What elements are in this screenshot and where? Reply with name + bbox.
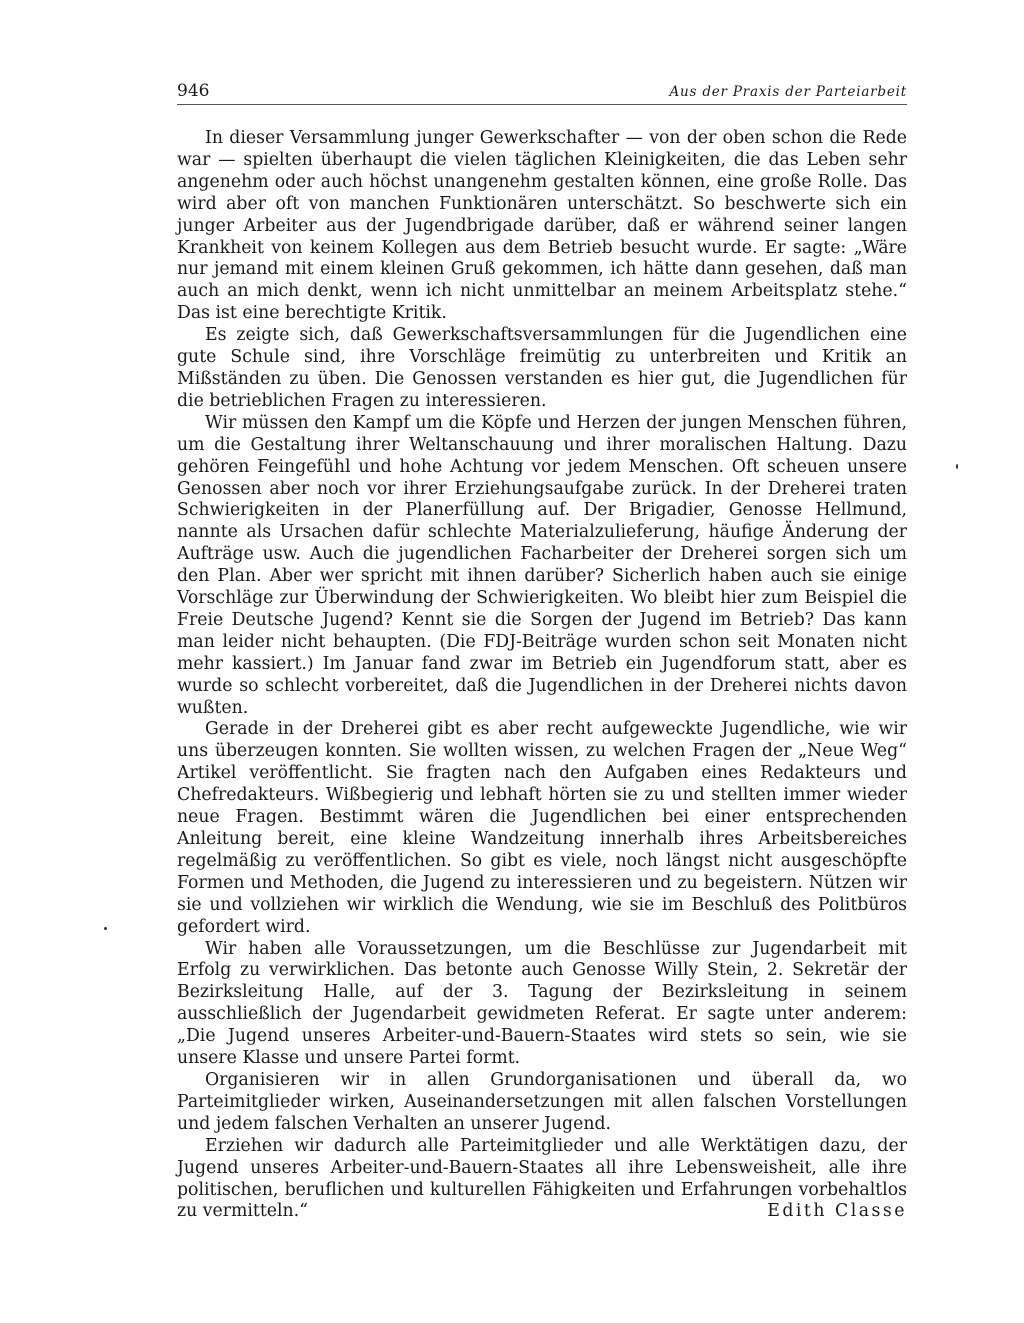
print-speck xyxy=(956,464,958,469)
author-signature: Edith Classe xyxy=(767,1201,907,1222)
article-body xyxy=(177,128,907,1223)
page-number: 946 xyxy=(177,81,210,101)
running-title: Aus der Praxis der Parteiarbeit xyxy=(669,84,907,100)
paragraph-text: Erziehen wir dadurch alle Parteimitglieder und alle Werktätigen dazu, der Jugend unseres Arbeiter-und-Bauern-Staates all ihre Lebensweisheit, alle ihre politischen, beruflichen und kulturellen Fähigkeiten und Erfahrungen vorbehaltlos zu vermitteln.“ xyxy=(177,1135,907,1222)
last-paragraph xyxy=(177,1136,907,1224)
paragraph: Wir müssen den Kampf um die Köpfe und Herzen der jungen Menschen führen, um die Gestaltung ihrer Weltanschauung und ihrer moralischen Haltung. Dazu gehören Feingefühl und hohe Achtung vor jedem Menschen. Oft scheuen unsere Genossen aber noch vor ihrer Erziehungsaufgabe zurück. In der Dreherei traten Schwierigkeiten in der Planerfüllung auf. Der Brigadier, Genosse Hellmund, nannte als Ursachen dafür schlechte Materialzulieferung, häufige Änderung der Aufträge usw. Auch die jugendlichen Facharbeiter der Dreherei sorgen sich um den Plan. Aber wer spricht mit ihnen darüber? Sicherlich haben auch sie einige Vorschläge zur Überwindung der Schwierigkeiten. Wo bleibt hier zum Beispiel die Freie Deutsche Jugend? Kennt sie die Sorgen der Jugend im Betrieb? Das kann man leider nicht behaupten. (Die FDJ-Beiträge wurden schon seit Monaten nicht mehr kassiert.) Im Januar fand zwar im Betrieb ein Jugendforum statt, aber es wurde so schlecht vorbereitet, daß die Jugendlichen in der Dreherei nichts davon wußten. xyxy=(177,412,907,718)
paragraph: Es zeigte sich, daß Gewerkschaftsversammlungen für die Jugendlichen eine gute Schule sind, ihre Vorschläge freimütig zu unterbreiten und Kritik an Mißständen zu üben. Die Genossen verstanden es hier gut, die Jugendlichen für die betrieblichen Fragen zu interessieren. xyxy=(177,325,907,411)
page-header xyxy=(177,78,907,105)
paragraph: Wir haben alle Voraussetzungen, um die Beschlüsse zur Jugendarbeit mit Erfolg zu verwirklichen. Das betonte auch Genosse Willy Stein, 2. Sekretär der Bezirksleitung Halle, auf der 3. Tagung der Bezirksleitung in seinem ausschließlich der Jugendarbeit gewidmeten Referat. Er sagte unter anderem: „Die Jugend unseres Arbeiter-und-Bauern-Staates wird stets so sein, wie sie unsere Klasse und unsere Partei formt. xyxy=(177,938,907,1069)
print-speck xyxy=(104,927,107,930)
paragraph: Gerade in der Dreherei gibt es aber recht aufgeweckte Jugendliche, wie wir uns überzeugen konnten. Sie wollten wissen, zu welchen Fragen der „Neue Weg“ Artikel veröffentlicht. Sie fragten nach den Aufgaben eines Redakteurs und Chefredakteurs. Wißbegierig und lebhaft hörten sie zu und stellten immer wieder neue Fragen. Bestimmt wären die Jugendlichen bei einer entsprechenden Anleitung bereit, eine kleine Wandzeitung innerhalb ihres Arbeitsbereiches regelmäßig zu veröffentlichen. So gibt es viele, noch längst nicht ausgeschöpfte Formen und Methoden, die Jugend zu interessieren und zu begeistern. Nützen wir sie und vollziehen wir wirklich die Wendung, wie sie im Beschluß des Politbüros gefordert wird. xyxy=(177,719,907,937)
paragraph: In dieser Versammlung junger Gewerkschafter — von der oben schon die Rede war — spielten überhaupt die vielen täglichen Kleinigkeiten, die das Leben sehr angenehm oder auch höchst unangenehm gestalten können, eine große Rolle. Das wird aber oft von manchen Funktionären unterschätzt. So beschwerte sich ein junger Arbeiter aus der Jugendbrigade darüber, daß er während seiner langen Krankheit von keinem Kollegen aus dem Betrieb besucht wurde. Er sagte: „Wäre nur jemand mit einem kleinen Gruß gekommen, ich hätte dann gesehen, daß man auch an mich denkt, wenn ich nicht unmittelbar an meinem Arbeitsplatz stehe.“ Das ist eine berechtigte Kritik. xyxy=(177,128,907,324)
paragraph: Organisieren wir in allen Grundorganisationen und überall da, wo Parteimitglieder wirken, Auseinandersetzungen mit allen falschen Vorstellungen und jedem falschen Verhalten an unserer Jugend. xyxy=(177,1069,907,1134)
